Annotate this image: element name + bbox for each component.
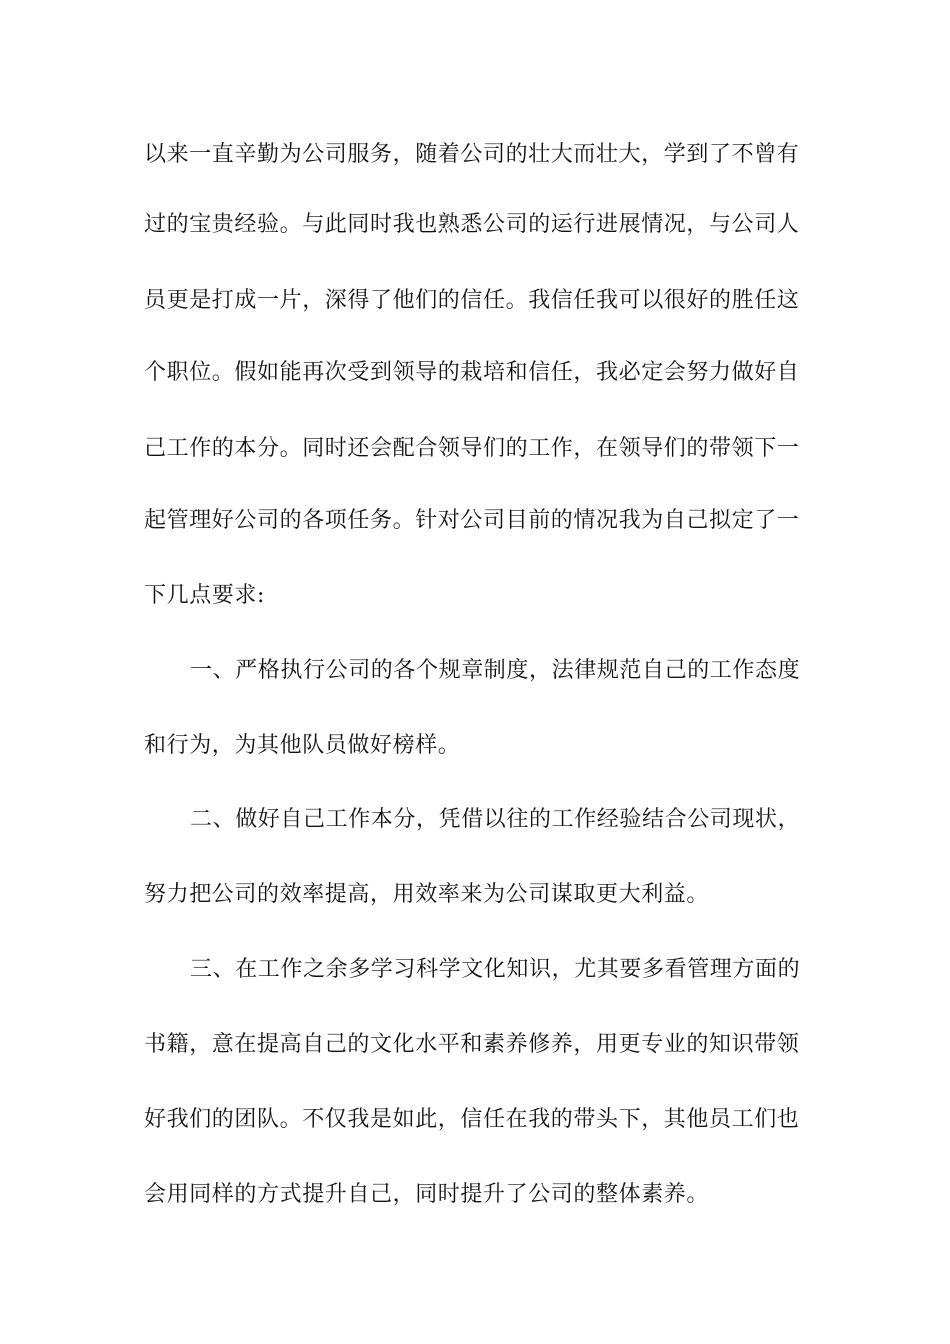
text-line: 书籍，意在提高自己的文化水平和素养修养，用更专业的知识带领: [144, 1032, 800, 1057]
text-line: 和行为，为其他队员做好榜样。: [144, 733, 461, 758]
text-line: 以来一直辛勤为公司服务，随着公司的壮大而壮大，学到了不曾有: [144, 142, 800, 167]
list-item-three: 三、在工作之余多学习科学文化知识，尤其要多看管理方面的: [190, 957, 801, 982]
text-line: 起管理好公司的各项任务。针对公司目前的情况我为自己拟定了一: [144, 508, 800, 533]
text-line: 努力把公司的效率提高，用效率来为公司谋取更大利益。: [144, 882, 710, 907]
text-line: 下几点要求:: [144, 583, 266, 608]
text-line: 好我们的团队。不仅我是如此，信任在我的带头下，其他员工们也: [144, 1107, 800, 1132]
text-line: 己工作的本分。同时还会配合领导们的工作，在领导们的带领下一: [144, 436, 800, 461]
text-line: 个职位。假如能再次受到领导的栽培和信任，我必定会努力做好自: [144, 360, 800, 385]
text-line: 过的宝贵经验。与此同时我也熟悉公司的运行进展情况，与公司人: [144, 212, 800, 237]
text-line: 会用同样的方式提升自己，同时提升了公司的整体素养。: [144, 1182, 710, 1207]
list-item-one: 一、严格执行公司的各个规章制度，法律规范自己的工作态度: [190, 658, 801, 683]
list-item-two: 二、做好自己工作本分，凭借以往的工作经验结合公司现状，: [190, 807, 801, 832]
text-line: 员更是打成一片，深得了他们的信任。我信任我可以很好的胜任这: [144, 288, 800, 313]
